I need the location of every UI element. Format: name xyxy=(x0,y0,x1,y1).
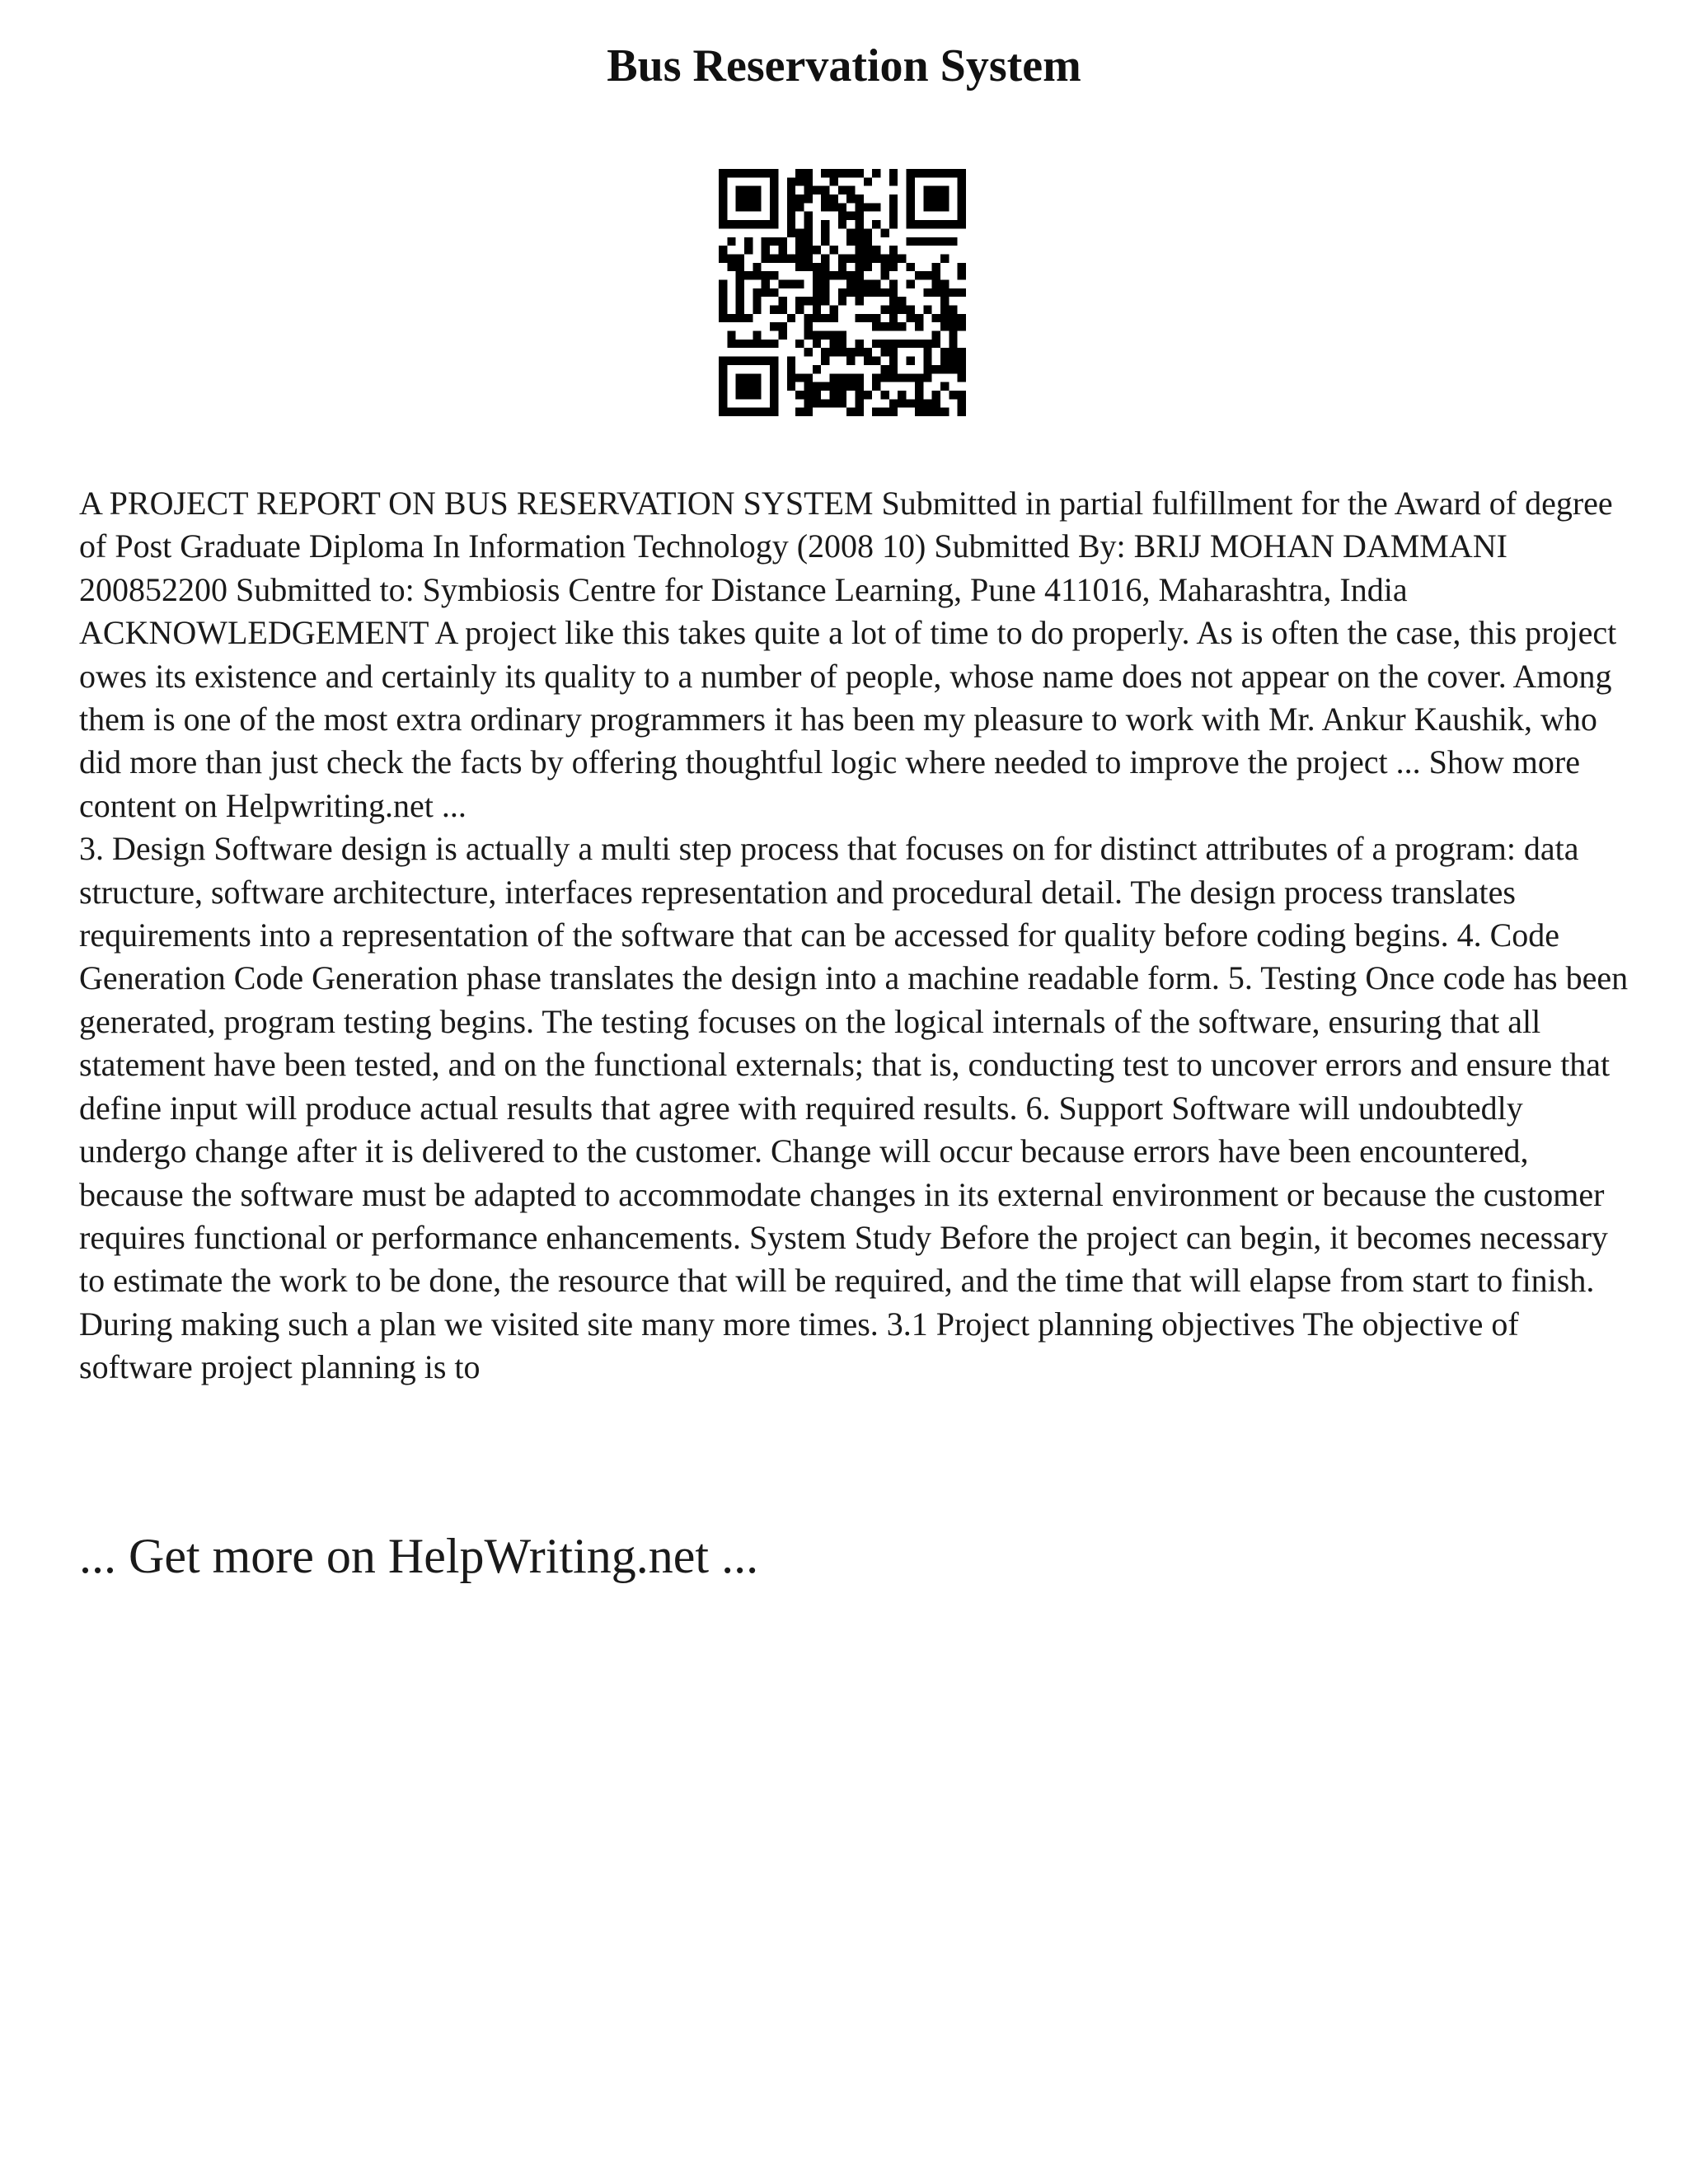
qr-code-icon xyxy=(719,169,966,416)
paragraph-design: 3. Design Software design is actually a multi step process that focuses on for distinct attributes of a program: data structure, software architecture, interfaces representation and procedural detail. The design process translates requirements into a representation of the software that can be accessed for quality before coding begins. 4. Code Generation Code Generation phase translates the design into a machine readable form. 5. Testing Once code has been generated, program testing begins. The testing focuses on the logical internals of the software, ensuring that all statement have been tested, and on the functional externals; that is, conducting test to uncover errors and ensure that define input will produce actual results that agree with required results. 6. Support Software will undoubtedly undergo change after it is delivered to the customer. Change will occur because errors have been encountered, because the software must be adapted to accommodate changes in its external environment or because the customer requires functional or performance enhancements. System Study Before the project can begin, it becomes necessary to estimate the work to be done, the resource that will be required, and the time that will elapse from start to finish. During making such a plan we visited site many more times. 3.1 Project planning objectives The objective of software project planning is to xyxy=(79,830,1629,1386)
document-body xyxy=(79,482,1629,1390)
document-title: Bus Reservation System xyxy=(607,40,1081,91)
get-more-link[interactable]: ... Get more on HelpWriting.net ... xyxy=(79,1529,759,1583)
paragraph-intro: A PROJECT REPORT ON BUS RESERVATION SYSTEM Submitted in partial fulfillment for the Award of degree of Post Graduate Diploma In Information Technology (2008 10) Submitted By: BRIJ MOHAN DAMMANI 200852200 Submitted to: Symbiosis Centre for Distance Learning, Pune 411016, Maharashtra, India ACKNOWLEDGEMENT A project like this takes quite a lot of time to do properly. As is often the case, this project owes its existence and certainly its quality to a number of people, whose name does not appear on the cover. Among them is one of the most extra ordinary programmers it has been my pleasure to work with Mr. Ankur Kaushik, who did more than just check the facts by offering thoughtful logic where needed to improve the project ... Show more content on Helpwriting.net ... xyxy=(79,485,1617,824)
